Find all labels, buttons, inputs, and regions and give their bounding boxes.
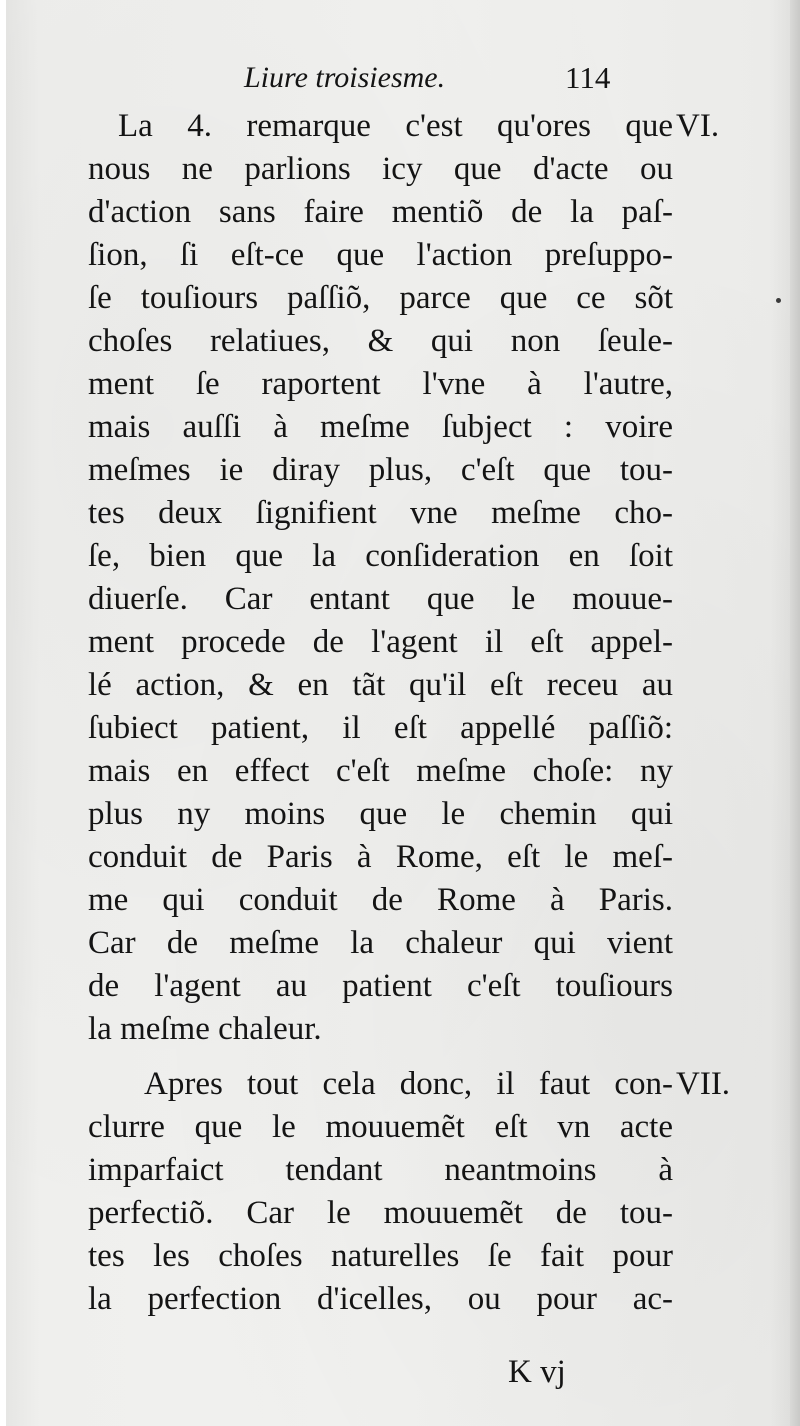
page-number: 114 bbox=[565, 60, 611, 95]
text-line: ſe touſiours paſſiõ, parce que ce sõt bbox=[88, 280, 673, 316]
text-line: plus ny moins que le chemin qui bbox=[88, 796, 673, 832]
page-header bbox=[0, 58, 800, 98]
text-line: nous ne parlions icy que d'acte ou bbox=[88, 151, 673, 187]
page-left-edge bbox=[0, 0, 6, 1426]
text-line: diuerſe. Car entant que le mouue- bbox=[88, 581, 673, 617]
text-line: La 4. remarque c'est qu'ores que bbox=[118, 108, 673, 144]
margin-section-number: VI. bbox=[676, 108, 720, 144]
text-line: ſion, ſi eſt-ce que l'action preſuppo- bbox=[88, 237, 673, 273]
text-line: ment ſe raportent l'vne à l'autre, bbox=[88, 366, 673, 402]
text-line: lé action, & en tãt qu'il eſt receu au bbox=[88, 667, 673, 703]
text-line: perfectiõ. Car le mouuemẽt de tou- bbox=[88, 1195, 673, 1231]
signature-mark: K vj bbox=[508, 1354, 566, 1390]
text-line: choſes relatiues, & qui non ſeule- bbox=[88, 323, 673, 359]
text-line: Apres tout cela donc, il faut con- bbox=[144, 1066, 673, 1102]
ink-speck bbox=[776, 298, 781, 303]
text-line: Car de meſme la chaleur qui vient bbox=[88, 925, 673, 961]
running-title: Liure troisiesme. bbox=[244, 61, 446, 94]
text-line: imparfaict tendant neantmoins à bbox=[88, 1152, 673, 1188]
text-line: ment procede de l'agent il eſt appel- bbox=[88, 624, 673, 660]
text-line: d'action sans faire mentiõ de la paſ- bbox=[88, 194, 673, 230]
text-line: ſe, bien que la conſideration en ſoit bbox=[88, 538, 673, 574]
text-line: conduit de Paris à Rome, eſt le meſ- bbox=[88, 839, 673, 875]
text-line: tes deux ſignifient vne meſme cho- bbox=[88, 495, 673, 531]
text-line: me qui conduit de Rome à Paris. bbox=[88, 882, 673, 918]
margin-section-number: VII. bbox=[676, 1066, 731, 1102]
text-line: la meſme chaleur. bbox=[88, 1011, 322, 1047]
text-line: de l'agent au patient c'eſt touſiours bbox=[88, 968, 673, 1004]
text-line: clurre que le mouuemẽt eſt vn acte bbox=[88, 1109, 673, 1145]
text-line: mais auſſi à meſme ſubject : voire bbox=[88, 409, 673, 445]
text-line: mais en effect c'eſt meſme choſe: ny bbox=[88, 753, 673, 789]
text-line: la perfection d'icelles, ou pour ac- bbox=[88, 1281, 673, 1317]
text-line: tes les choſes naturelles ſe fait pour bbox=[88, 1238, 673, 1274]
text-line: ſubiect patient, il eſt appellé paſſiõ: bbox=[88, 710, 673, 746]
page-right-edge bbox=[790, 0, 800, 1426]
text-line: meſmes ie diray plus, c'eſt que tou- bbox=[88, 452, 673, 488]
